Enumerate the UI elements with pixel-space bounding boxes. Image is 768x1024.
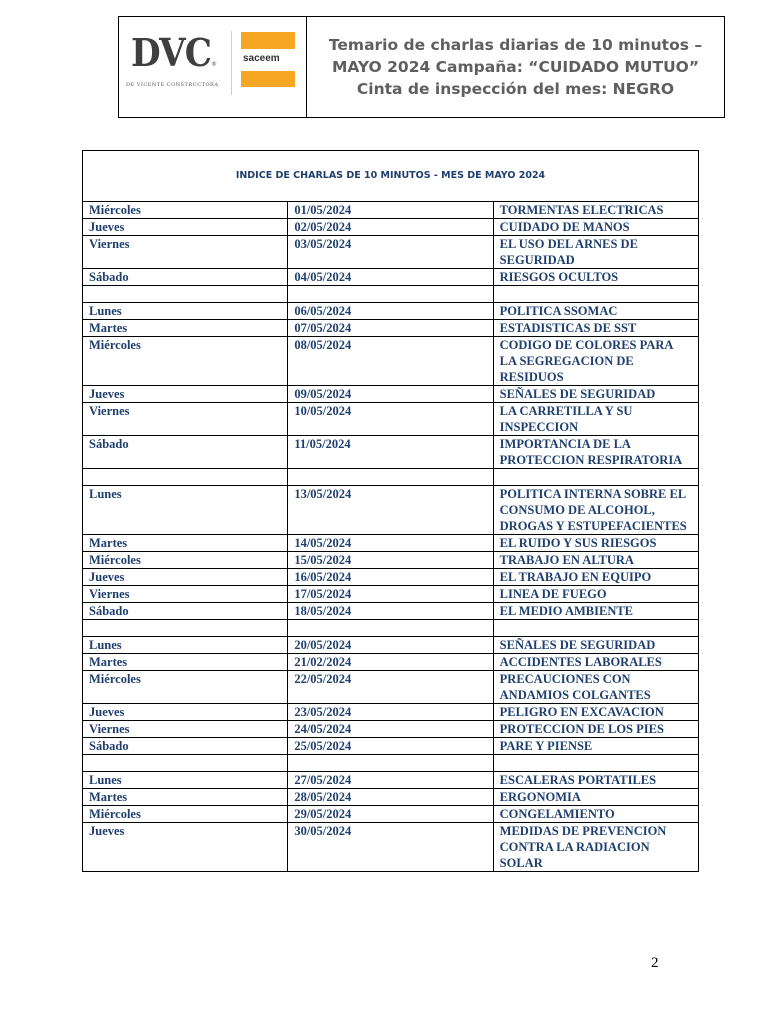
topic-cell: TORMENTAS ELECTRICAS (493, 202, 698, 219)
table-row (83, 320, 699, 337)
date-cell: 01/05/2024 (288, 202, 493, 219)
day-cell: Viernes (83, 586, 288, 603)
topic-cell: ESTADISTICAS DE SST (493, 320, 698, 337)
topic-cell (493, 620, 698, 637)
topic-cell: CUIDADO DE MANOS (493, 219, 698, 236)
date-cell: 15/05/2024 (288, 552, 493, 569)
date-cell: 13/05/2024 (288, 486, 493, 535)
table-row (83, 486, 699, 535)
topic-cell: IMPORTANCIA DE LA PROTECCION RESPIRATORIA (493, 436, 698, 469)
topic-cell: PRECAUCIONES CON ANDAMIOS COLGANTES (493, 671, 698, 704)
date-cell: 11/05/2024 (288, 436, 493, 469)
date-cell: 10/05/2024 (288, 403, 493, 436)
day-cell: Jueves (83, 386, 288, 403)
topic-cell (493, 469, 698, 486)
day-cell (83, 755, 288, 772)
table-row (83, 637, 699, 654)
table-row (83, 219, 699, 236)
date-cell: 22/05/2024 (288, 671, 493, 704)
date-cell (288, 755, 493, 772)
table-row (83, 620, 699, 637)
day-cell (83, 620, 288, 637)
day-cell: Martes (83, 535, 288, 552)
date-cell: 02/05/2024 (288, 219, 493, 236)
date-cell: 16/05/2024 (288, 569, 493, 586)
day-cell: Lunes (83, 486, 288, 535)
page-number: 2 (651, 955, 659, 971)
day-cell: Martes (83, 789, 288, 806)
date-cell: 14/05/2024 (288, 535, 493, 552)
day-cell: Lunes (83, 637, 288, 654)
table-caption: INDICE DE CHARLAS DE 10 MINUTOS - MES DE MAYO 2024 (83, 151, 699, 202)
topic-cell: PROTECCION DE LOS PIES (493, 721, 698, 738)
day-cell: Sábado (83, 436, 288, 469)
topic-cell: POLITICA INTERNA SOBRE EL CONSUMO DE ALCOHOL, DROGAS Y ESTUPEFACIENTES (493, 486, 698, 535)
table-row (83, 403, 699, 436)
topic-cell: EL RUIDO Y SUS RIESGOS (493, 535, 698, 552)
logo-cell (119, 17, 307, 117)
table-row (83, 806, 699, 823)
table-row (83, 755, 699, 772)
date-cell: 28/05/2024 (288, 789, 493, 806)
date-cell: 25/05/2024 (288, 738, 493, 755)
table-row (83, 789, 699, 806)
table-row (83, 738, 699, 755)
topic-cell: CONGELAMIENTO (493, 806, 698, 823)
date-cell: 30/05/2024 (288, 823, 493, 872)
date-cell: 24/05/2024 (288, 721, 493, 738)
date-cell: 06/05/2024 (288, 303, 493, 320)
topic-cell: ESCALERAS PORTATILES (493, 772, 698, 789)
topic-cell: SEÑALES DE SEGURIDAD (493, 386, 698, 403)
saceem-bar-bottom (241, 71, 295, 87)
date-cell (288, 620, 493, 637)
table-row (83, 603, 699, 620)
topic-cell: TRABAJO EN ALTURA (493, 552, 698, 569)
title-line-1: Temario de charlas diarias de 10 minutos – (328, 36, 703, 54)
table-row (83, 469, 699, 486)
date-cell: 07/05/2024 (288, 320, 493, 337)
date-cell (288, 469, 493, 486)
topic-cell: ERGONOMIA (493, 789, 698, 806)
day-cell: Sábado (83, 738, 288, 755)
date-cell: 27/05/2024 (288, 772, 493, 789)
table-row (83, 386, 699, 403)
day-cell: Jueves (83, 823, 288, 872)
logo-divider (231, 31, 232, 95)
day-cell: Martes (83, 654, 288, 671)
title-line-2: MAYO 2024 Campaña: “CUIDADO MUTUO” (331, 58, 700, 76)
table-row (83, 303, 699, 320)
table-row (83, 236, 699, 269)
topic-cell: EL TRABAJO EN EQUIPO (493, 569, 698, 586)
topic-cell: RIESGOS OCULTOS (493, 269, 698, 286)
date-cell: 04/05/2024 (288, 269, 493, 286)
dvc-logo-text: DVC (131, 30, 212, 75)
date-cell: 08/05/2024 (288, 337, 493, 386)
saceem-logo-text: saceem (243, 53, 280, 64)
topic-cell: EL MEDIO AMBIENTE (493, 603, 698, 620)
day-cell: Lunes (83, 303, 288, 320)
topic-cell: CODIGO DE COLORES PARA LA SEGREGACION DE RESIDUOS (493, 337, 698, 386)
date-cell: 17/05/2024 (288, 586, 493, 603)
topic-cell: MEDIDAS DE PREVENCION CONTRA LA RADIACION SOLAR (493, 823, 698, 872)
date-cell: 23/05/2024 (288, 704, 493, 721)
day-cell: Miércoles (83, 806, 288, 823)
date-cell: 18/05/2024 (288, 603, 493, 620)
topic-cell: PELIGRO EN EXCAVACION (493, 704, 698, 721)
day-cell: Miércoles (83, 337, 288, 386)
table-row (83, 772, 699, 789)
topic-cell (493, 286, 698, 303)
date-cell: 21/02/2024 (288, 654, 493, 671)
date-cell: 09/05/2024 (288, 386, 493, 403)
table-row (83, 569, 699, 586)
saceem-bar-top (241, 32, 295, 49)
day-cell: Viernes (83, 403, 288, 436)
table-row (83, 671, 699, 704)
topic-cell: ACCIDENTES LABORALES (493, 654, 698, 671)
day-cell: Sábado (83, 269, 288, 286)
table-row (83, 269, 699, 286)
table-row (83, 721, 699, 738)
day-cell: Miércoles (83, 552, 288, 569)
table-row (83, 823, 699, 872)
table-caption-row (83, 151, 699, 202)
table-row (83, 552, 699, 569)
day-cell: Viernes (83, 721, 288, 738)
date-cell: 20/05/2024 (288, 637, 493, 654)
date-cell (288, 286, 493, 303)
day-cell (83, 469, 288, 486)
topic-cell: POLITICA SSOMAC (493, 303, 698, 320)
document-title (307, 17, 724, 117)
company-logo (125, 31, 295, 97)
document-header (118, 16, 725, 118)
table-row (83, 654, 699, 671)
dvc-logo-subtitle: DE VICENTE CONSTRUCTORA (126, 82, 219, 88)
table-row (83, 704, 699, 721)
day-cell: Lunes (83, 772, 288, 789)
table-row (83, 436, 699, 469)
title-line-3: Cinta de inspección del mes: NEGRO (356, 80, 675, 98)
day-cell: Jueves (83, 569, 288, 586)
topic-cell: PARE Y PIENSE (493, 738, 698, 755)
day-cell: Viernes (83, 236, 288, 269)
day-cell: Jueves (83, 219, 288, 236)
date-cell: 29/05/2024 (288, 806, 493, 823)
table-row (83, 337, 699, 386)
dvc-registered-mark: ® (211, 61, 217, 68)
table-row (83, 202, 699, 219)
topic-cell (493, 755, 698, 772)
topic-cell: LA CARRETILLA Y SU INSPECCION (493, 403, 698, 436)
day-cell: Jueves (83, 704, 288, 721)
table-row (83, 586, 699, 603)
talks-index-table (82, 150, 699, 872)
topic-cell: EL USO DEL ARNES DE SEGURIDAD (493, 236, 698, 269)
topic-cell: SEÑALES DE SEGURIDAD (493, 637, 698, 654)
table-row (83, 535, 699, 552)
day-cell: Martes (83, 320, 288, 337)
table-row (83, 286, 699, 303)
day-cell (83, 286, 288, 303)
topic-cell: LINEA DE FUEGO (493, 586, 698, 603)
date-cell: 03/05/2024 (288, 236, 493, 269)
day-cell: Miércoles (83, 671, 288, 704)
day-cell: Sábado (83, 603, 288, 620)
day-cell: Miércoles (83, 202, 288, 219)
